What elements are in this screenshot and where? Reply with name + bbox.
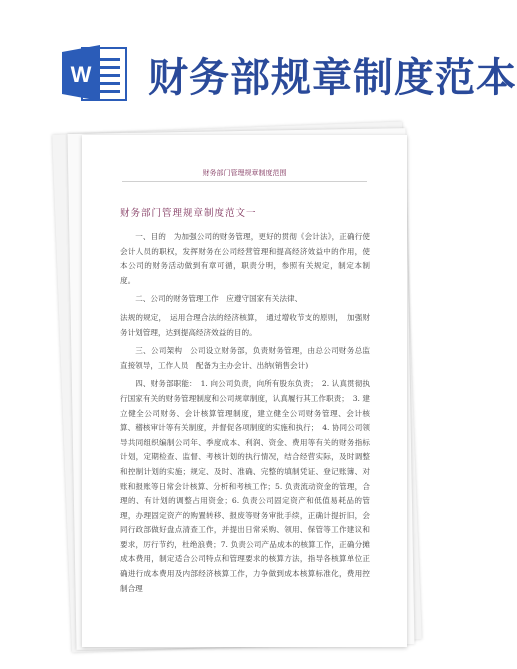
banner-title: 财务部规章制度范本 [148, 55, 517, 101]
paragraph: 四、财务部职能： 1. 向公司负责，向所有股东负责； 2. 认真贯彻执行国家有关的财务管理制度和公司规章制度，认真履行其工作职责； 3. 建立健全公司财务、会计核算管理制度，建立健全公司财务管理、会计核算、稽核审计等有关制度，并督促各项制度的实施和执行； 4. 协同公司领导共同组织编制公司年、季度成本、利润、资金、费用等有关的财务指标计划，定期检查、监督、考核计划的执行情况，结合经营实际，及时调整和控制计划的实施；规定、及时、准确、完整的填制凭证、登记账簿、对账和报账等日常会计核算、分析和考核工作；5. 负责流动资金的管理，合理的、有计划的调整占用资金；6. 负责公司固定资产和低值易耗品的管理，办理固定资产的购置转移、报废等财务审批手续，正确计提折旧，会同行政部做好盘点清查工作，并提出日常采购、领用、保管等工作建议和要求，厉行节约，杜绝浪费；7. 负责公司产品成本的核算工作，正确分摊成本费用，制定适合公司特点和管理要求的核算方法，指导各核算单位正确进行成本费用及内部经济核算工作，力争做到成本核算标准化，费用控制合理 [120, 379, 370, 593]
word-logo-letter: W [70, 62, 92, 87]
page-header: 财务部门管理规章制度范围 [202, 169, 287, 177]
word-document-icon [60, 42, 130, 104]
paragraph: 法规的规定， 运用合理合法的经济核算， 通过增收节支的原则， 加强财务计划管理，达到提高经济效益的目的。 [120, 312, 370, 337]
paragraph: 三、公司架构 公司设立财务部，负责财务管理，由总公司财务总监直接领导，工作人员 配备为主办会计、出纳(销售会计) [120, 346, 370, 370]
header-divider [122, 181, 367, 182]
paragraph: 一、目的 为加强公司的财务管理，更好的贯彻《会计法》，正确行使会计人员的职权，发挥财务在公司经营管理和提高经济效益中的作用，使本公司的财务活动做到有章可循，职责分明，参照有关规定，制定本制度。 [120, 232, 370, 285]
paragraph: 二、公司的财务管理工作 应遵守国家有关法律、 [135, 294, 303, 304]
document-heading: 财务部门管理规章制度范文一 [120, 208, 257, 219]
banner [0, 0, 517, 120]
document-page [82, 135, 407, 647]
document-body [120, 230, 370, 600]
